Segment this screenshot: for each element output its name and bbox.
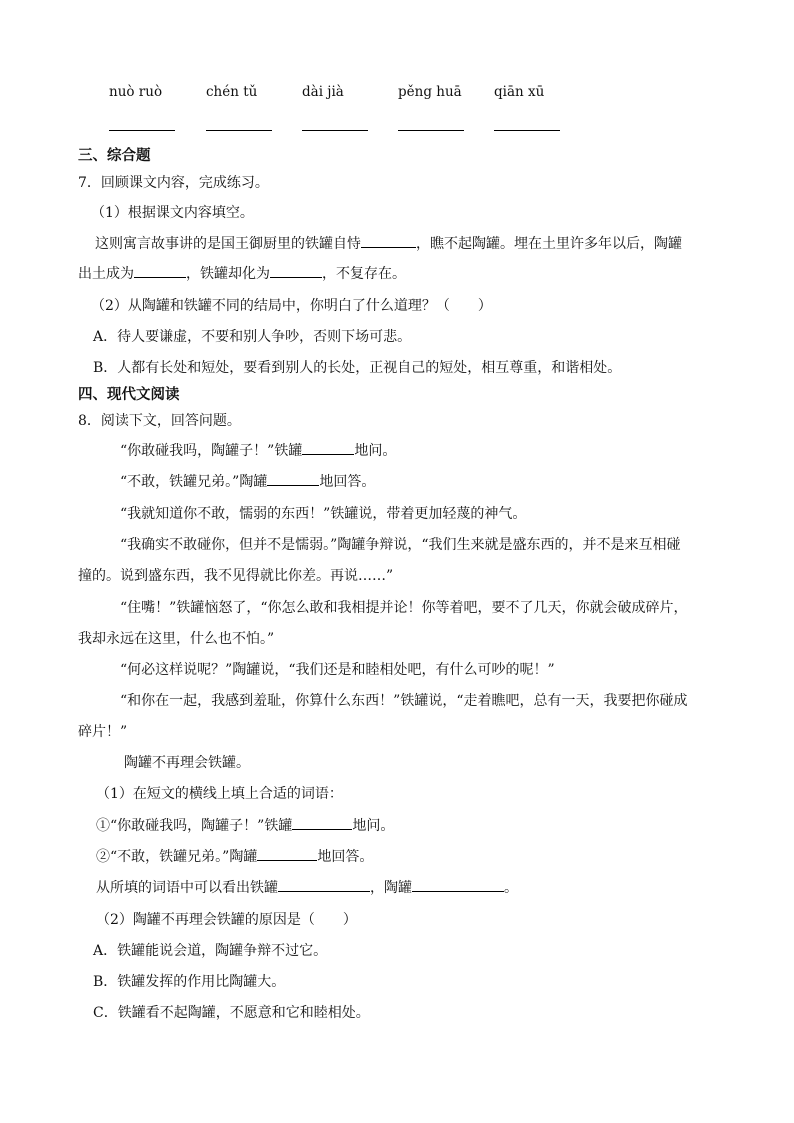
text: ①“你敢碰我吗，陶罐子！”铁罐 [96,818,293,834]
answer-blank-4[interactable] [398,130,464,131]
fill-blank[interactable] [134,264,186,278]
pinyin-5: qiān xū [494,84,545,100]
text: 这则寓言故事讲的是国王御厨里的铁罐自恃 [95,236,361,252]
question-7-2: （2）从陶罐和铁罐不同的结局中，你明白了什么道理？（ ） [91,298,492,314]
text: 地回答。 [317,849,374,865]
passage-p7-line1: “和你在一起，我感到羞耻，你算什么东西！”铁罐说，“走着瞧吧，总有一天，我要把你碰成 [120,693,688,709]
answer-blank-1[interactable] [109,130,175,131]
text: “不敢，铁罐兄弟。”陶罐 [120,474,268,490]
question-8: 8．阅读下文，回答问题。 [78,413,241,429]
pinyin-1: nuò ruò [109,84,163,100]
passage-p5-line1: “住嘴！”铁罐恼怒了，“你怎么敢和我相提并论！你等着吧，要不了几天，你就会破成碎片， [120,600,688,616]
passage-p7-line2: 碎片！” [78,724,128,740]
text: 从所填的词语中可以看出铁罐 [96,880,278,896]
question-7-1-line-2 [78,263,406,283]
option-8-2-b[interactable]: B．铁罐发挥的作用比陶罐大。 [93,974,286,990]
text: ，瞧不起陶罐。埋在土里许多年以后，陶罐 [416,236,682,252]
question-7-1-line-1 [95,233,682,253]
fill-blank[interactable] [361,234,416,248]
question-8-1-item-3 [96,877,518,897]
question-8-1-item-1 [96,815,394,835]
text: 地问。 [352,818,395,834]
question-7-1: （1）根据课文内容填空。 [91,205,254,221]
text: 地问。 [354,443,397,459]
fill-blank[interactable] [278,878,370,892]
question-8-1: （1）在短文的横线上填上合适的词语： [96,786,343,802]
option-7-2-a[interactable]: A．待人要谦虚，不要和别人争吵，否则下场可悲。 [93,329,412,345]
question-8-1-item-2 [96,846,373,866]
text: 地回答。 [319,474,376,490]
text: “你敢碰我吗，陶罐子！”铁罐 [120,443,303,459]
passage-p6: “何必这样说呢？”陶罐说，“我们还是和睦相处吧，有什么可吵的呢！” [120,662,555,678]
passage-p4-line2: 撞的。说到盛东西，我不见得就比你差。再说……” [78,568,394,584]
fill-blank[interactable] [257,847,317,861]
text: 。 [504,880,518,896]
passage-p2 [120,471,375,491]
answer-blank-2[interactable] [206,130,272,131]
passage-p4-line1: “我确实不敢碰你，但并不是懦弱。”陶罐争辩说，“我们生来就是盛东西的，并不是来互相碰 [120,537,681,553]
passage-p8: 陶罐不再理会铁罐。 [124,755,250,771]
fill-blank[interactable] [267,472,319,486]
text: ，铁罐却化为 [186,266,270,282]
text: ，陶罐 [370,880,412,896]
section-3-heading: 三、综合题 [78,147,151,164]
fill-blank[interactable] [412,878,504,892]
option-8-2-c[interactable]: C．铁罐看不起陶罐，不愿意和它和睦相处。 [93,1005,370,1021]
passage-p1 [120,440,396,460]
option-8-2-a[interactable]: A．铁罐能说会道，陶罐争辩不过它。 [93,943,328,959]
answer-blank-5[interactable] [494,130,560,131]
question-8-2: （2）陶罐不再理会铁罐的原因是（ ） [96,912,357,928]
passage-p5-line2: 我却永远在这里，什么也不怕。” [78,631,275,647]
pinyin-3: dài jià [302,84,344,100]
option-7-2-b[interactable]: B．人都有长处和短处，要看到别人的长处，正视自己的短处，相互尊重，和谐相处。 [93,360,622,376]
answer-blank-3[interactable] [302,130,368,131]
section-4-heading: 四、现代文阅读 [78,386,180,403]
text: ，不复存在。 [322,266,406,282]
fill-blank[interactable] [270,264,322,278]
pinyin-4: pěng huā [398,84,462,100]
text: ②“不敢，铁罐兄弟。”陶罐 [96,849,258,865]
fill-blank[interactable] [292,816,352,830]
text: 出土成为 [78,266,134,282]
passage-p3: “我就知道你不敢，懦弱的东西！”铁罐说，带着更加轻蔑的神气。 [120,506,527,522]
question-7: 7．回顾课文内容，完成练习。 [78,175,269,191]
fill-blank[interactable] [302,441,354,455]
pinyin-2: chén tǔ [206,84,258,100]
